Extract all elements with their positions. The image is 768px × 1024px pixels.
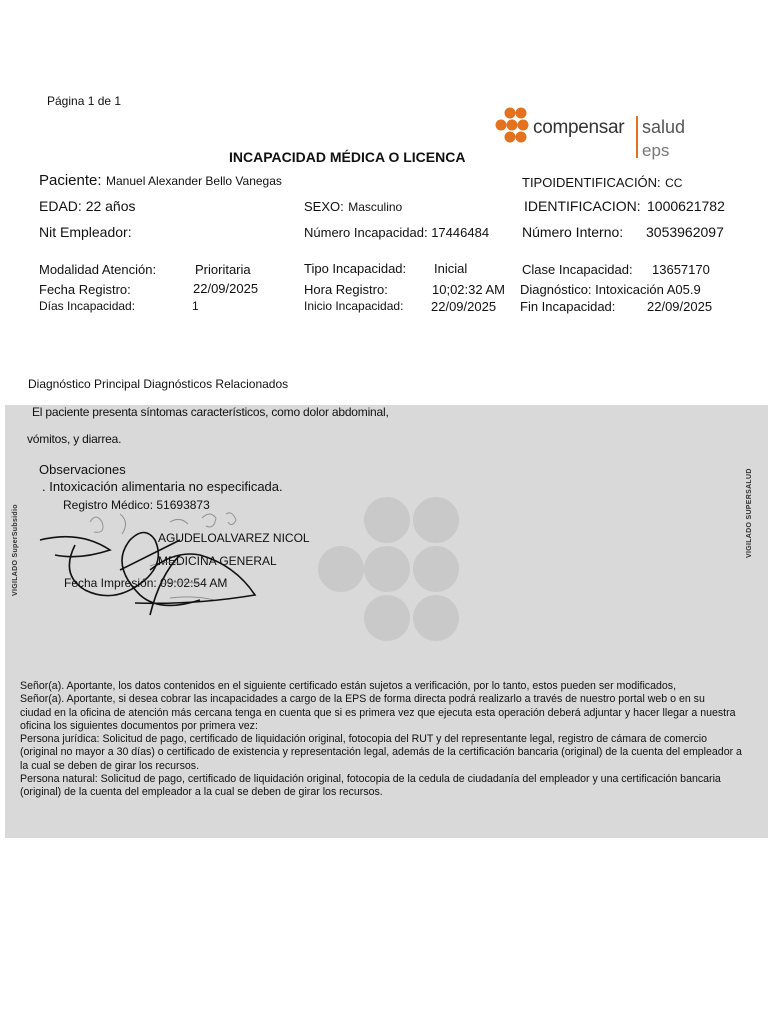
doctor-signature [30,500,280,620]
sexo-label: SEXO: [304,199,344,214]
tipo-incapacidad-value: Inicial [434,261,468,276]
fecha-impresion: Fecha Impresión: 09:02:54 AM [64,576,228,590]
inicio-label: Inicio Incapacidad: [304,299,404,313]
fecha-registro-value: 22/09/2025 [193,281,259,296]
sexo-field [304,198,402,216]
hora-registro-value: 10;02:32 AM [432,282,505,297]
diagnostico-text-1: El paciente presenta síntomas característicos, como dolor abdominal, [32,405,389,419]
legal-line: Señor(a). Aportante, si desea cobrar las incapacidades a cargo de la EPS de forma directa podrá realizarlo a través de nuestro portal web o en su [20,693,705,706]
numero-interno-label: Número Interno: [522,224,624,240]
edad-value: 22 años [85,198,136,214]
compensar-flower-icon [495,107,535,147]
patient-name: Manuel Alexander Bello Vanegas [106,174,282,188]
patient-label: Paciente: [39,172,102,189]
hora-registro-label: Hora Registro: [304,282,388,297]
clase-incapacidad-label: Clase Incapacidad: [522,262,633,277]
brand-name: compensar [533,117,625,138]
diagnostico-label: Diagnóstico: [520,282,592,297]
legal-line: Señor(a). Aportante, los datos contenidos en el siguiente certificado están sujetos a verificación, por lo tanto, estos pueden ser modificados, [20,680,677,692]
legal-line: (original no mayor a 30 días) o certificado de existencia y representación legal, además de la certificación bancaria (original) de la cuenta del empleador a la cual se deben de girar los recursos. [20,746,742,772]
legal-line: Persona natural: Solicitud de pago, certificado de liquidación original, fotocopia de la cedula de ciudadanía del empleador y una certificación bancaria (original) de la cuenta del empleador a la cual se deben de girar los recursos. [20,773,721,799]
diagnostico-field [520,282,701,297]
fecha-registro-label: Fecha Registro: [39,282,131,297]
document-title: INCAPACIDAD MÉDICA O LICENCA [229,149,466,165]
vigilado-supersubsidio-left: VIGILADO SuperSubsidio [12,504,19,596]
numero-incapacidad-field [304,225,489,240]
numero-incapacidad-label: Número Incapacidad: [304,225,428,240]
observaciones-text: . Intoxicación alimentaria no especificada. [42,479,283,494]
edad-label: EDAD: [39,198,82,214]
dias-value: 1 [192,299,199,313]
numero-interno-value: 3053962097 [646,224,724,240]
sexo-value: Masculino [348,200,403,214]
fin-label: Fin Incapacidad: [520,299,616,314]
page-number: Página 1 de 1 [47,94,122,108]
fin-value: 22/09/2025 [647,299,713,314]
diagnostico-header: Diagnóstico Principal Diagnósticos Relacionados [28,377,289,391]
legal-notice [20,680,750,800]
modalidad-value: Prioritaria [195,262,251,277]
numero-incapacidad-value: 17446484 [431,225,490,240]
tipo-id-label: TIPOIDENTIFICACIÓN: [522,175,661,190]
tipo-incapacidad-label: Tipo Incapacidad: [304,261,407,276]
identificacion-value: 1000621782 [647,198,725,214]
dias-label: Días Incapacidad: [39,299,136,313]
medico-especialidad: MEDICINA GENERAL [158,554,277,568]
inicio-value: 22/09/2025 [431,299,497,314]
tipo-id-field [522,174,682,192]
patient-field [39,172,282,190]
vigilado-supersalud-right: VIGILADO SUPERSALUD [746,468,753,558]
observaciones-label: Observaciones [39,462,126,477]
brand-eps: eps [642,141,670,160]
nit-label: Nit Empleador: [39,224,132,240]
edad-field [39,198,136,214]
identificacion-label: IDENTIFICACION: [524,198,641,214]
modalidad-label: Modalidad Atención: [39,262,157,277]
logo-divider [636,116,638,158]
clase-incapacidad-value: 13657170 [652,262,710,277]
legal-line: ciudad en la oficina de atención más cercana tenga en cuenta que si es primera vez que ejecuta esta operación deberá adjuntar y hacer llegar a nuestra oficina los siguientes documentos por primera vez: [20,706,736,732]
registro-medico: Registro Médico: 51693873 [63,498,210,512]
medico-nombre: AGUDELOALVAREZ NICOL [158,531,310,545]
legal-line: Persona jurídica: Solicitud de pago, certificado de liquidación original, fotocopia del RUT y del representante legal, registro de cámara de comercio [20,733,708,746]
diagnostico-value: Intoxicación A05.9 [595,282,701,297]
diagnostico-text-2: vómitos, y diarrea. [27,432,122,446]
brand-salud: salud [642,117,686,137]
tipo-id-value: CC [665,176,683,190]
